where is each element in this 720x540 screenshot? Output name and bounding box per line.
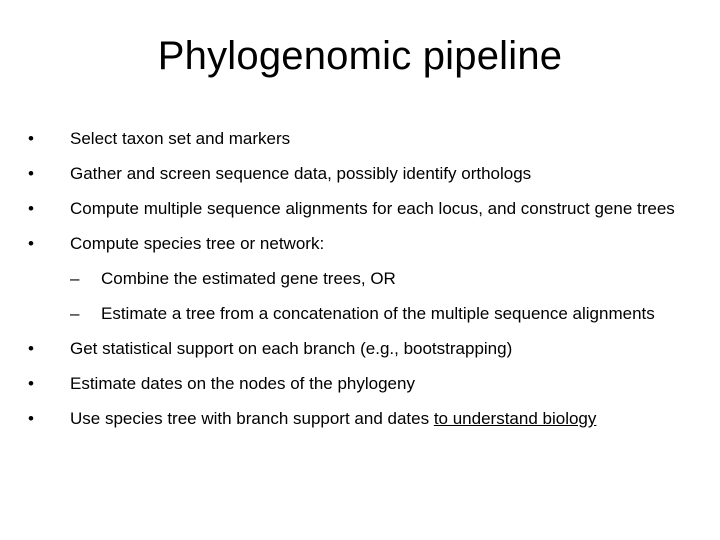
bullet-item-estimate-dates xyxy=(28,373,700,394)
understand-biology-link[interactable]: to understand biology xyxy=(433,409,597,428)
sub-text: Estimate a tree from a concatenation of the multiple sequence alignments xyxy=(101,304,655,323)
sub-item-concatenation xyxy=(70,303,700,324)
sub-text: Combine the estimated gene trees, OR xyxy=(101,269,396,288)
bullet-item-species-tree xyxy=(28,233,700,254)
dash-marker: – xyxy=(70,269,80,288)
bullet-marker: • xyxy=(28,129,34,148)
bullet-item-understand-biology xyxy=(28,408,700,429)
bullet-marker: • xyxy=(28,374,34,393)
bullet-marker: • xyxy=(28,164,34,183)
slide-title: Phylogenomic pipeline xyxy=(157,34,563,78)
bullet-item-statistical-support xyxy=(28,338,700,359)
bullet-marker: • xyxy=(28,409,34,428)
bullet-item-select-taxon xyxy=(28,128,700,149)
bullet-text: Compute multiple sequence alignments for each locus, and construct gene trees xyxy=(70,199,675,218)
dash-marker: – xyxy=(70,304,80,323)
bullet-list xyxy=(28,128,700,443)
bullet-item-gather-data xyxy=(28,163,700,184)
bullet-marker: • xyxy=(28,199,34,218)
bullet-text: Get statistical support on each branch (e.g., bootstrapping) xyxy=(70,339,513,358)
bullet-marker: • xyxy=(28,339,34,358)
bullet-text: Estimate dates on the nodes of the phylogeny xyxy=(70,374,415,393)
sub-item-combine-gene-trees xyxy=(70,268,700,289)
bullet-marker: • xyxy=(28,234,34,253)
bullet-text: Compute species tree or network: xyxy=(70,234,325,253)
bullet-text: Select taxon set and markers xyxy=(70,129,291,148)
bullet-text: Use species tree with branch support and dates xyxy=(70,409,434,428)
bullet-item-compute-alignments xyxy=(28,198,700,219)
bullet-text: Gather and screen sequence data, possibly identify orthologs xyxy=(70,164,532,183)
